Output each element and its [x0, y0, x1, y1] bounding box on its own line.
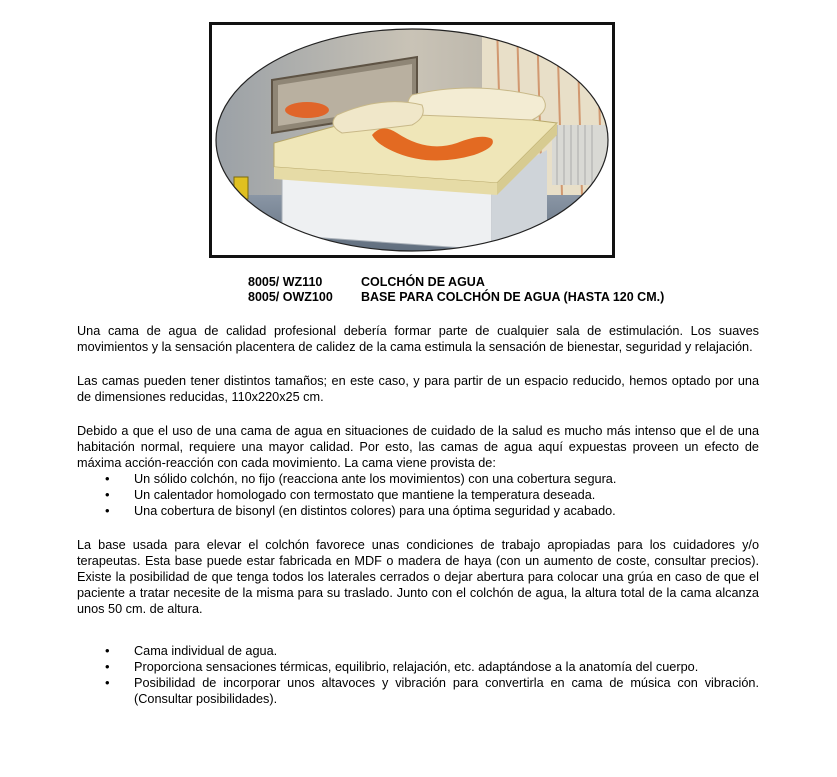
intro-paragraph: Una cama de agua de calidad profesional debería formar parte de cualquier sala de estimulación. Los suaves movimientos y la sensación placentera de calidez de la cama estimula la sensación de bienestar, seguridad y relajación.	[77, 324, 759, 354]
list-item: • Un calentador homologado con termostato que mantiene la temperatura deseada.	[105, 487, 596, 502]
list-item: • Una cobertura de bisonyl (en distintos colores) para una óptima seguridad y acabado.	[105, 503, 616, 518]
list-item: • Cama individual de agua.	[105, 643, 278, 658]
waterbed-illustration	[212, 25, 612, 255]
bullet-icon: •	[105, 487, 110, 502]
product-name: COLCHÓN DE AGUA	[361, 275, 485, 289]
product-code: 8005/ WZ110	[248, 275, 323, 289]
base-paragraph: La base usada para elevar el colchón favorece unas condiciones de trabajo apropiadas para los cuidadores y/o terapeutas. Esta base puede estar fabricada en MDF o madera de haya (con un aumento de coste, consultar precios). Existe la posibilidad de que tenga todos los laterales cerrados o dejar abertura para colocar una grúa en caso de que el paciente a tratar necesite de la misma para su traslado. Junto con el colchón de agua, la altura total de la cama alcanza unos 50 cm. de altura.	[77, 538, 759, 616]
description-body	[77, 323, 759, 707]
product-code-row	[248, 290, 664, 305]
bullet-icon: •	[105, 675, 110, 690]
list-item: • Un sólido colchón, no fijo (reacciona ante los movimientos) con una cobertura segura.	[105, 471, 617, 486]
list-item: • Posibilidad de incorporar unos altavoces y vibración para convertirla en cama de música con vibración. (Consultar posibilidades).	[105, 675, 759, 706]
product-code: 8005/ OWZ100	[248, 290, 333, 304]
product-name: BASE PARA COLCHÓN DE AGUA (HASTA 120 CM.)	[361, 290, 665, 304]
bullet-icon: •	[105, 471, 110, 486]
product-codes	[248, 275, 664, 305]
product-code-row	[248, 275, 664, 290]
sizes-paragraph: Las camas pueden tener distintos tamaños; en este caso, y para partir de un espacio reducido, hemos optado por una de dimensiones reducidas, 110x220x25 cm.	[77, 374, 759, 404]
list-item: • Proporciona sensaciones térmicas, equilibrio, relajación, etc. adaptándose a la anatomía del cuerpo.	[105, 659, 699, 674]
summary-list	[77, 643, 759, 707]
quality-paragraph: Debido a que el uso de una cama de agua en situaciones de cuidado de la salud es mucho más intenso que el de una habitación normal, requiere una mayor calidad. Por esto, las camas de agua aquí expuestas proveen un efecto de máxima acción-reacción con cada movimiento. La cama viene provista de:	[77, 424, 759, 470]
waterbed-photo	[209, 22, 615, 258]
bullet-icon: •	[105, 643, 110, 658]
features-list	[77, 471, 759, 519]
bullet-icon: •	[105, 503, 110, 518]
bullet-icon: •	[105, 659, 110, 674]
